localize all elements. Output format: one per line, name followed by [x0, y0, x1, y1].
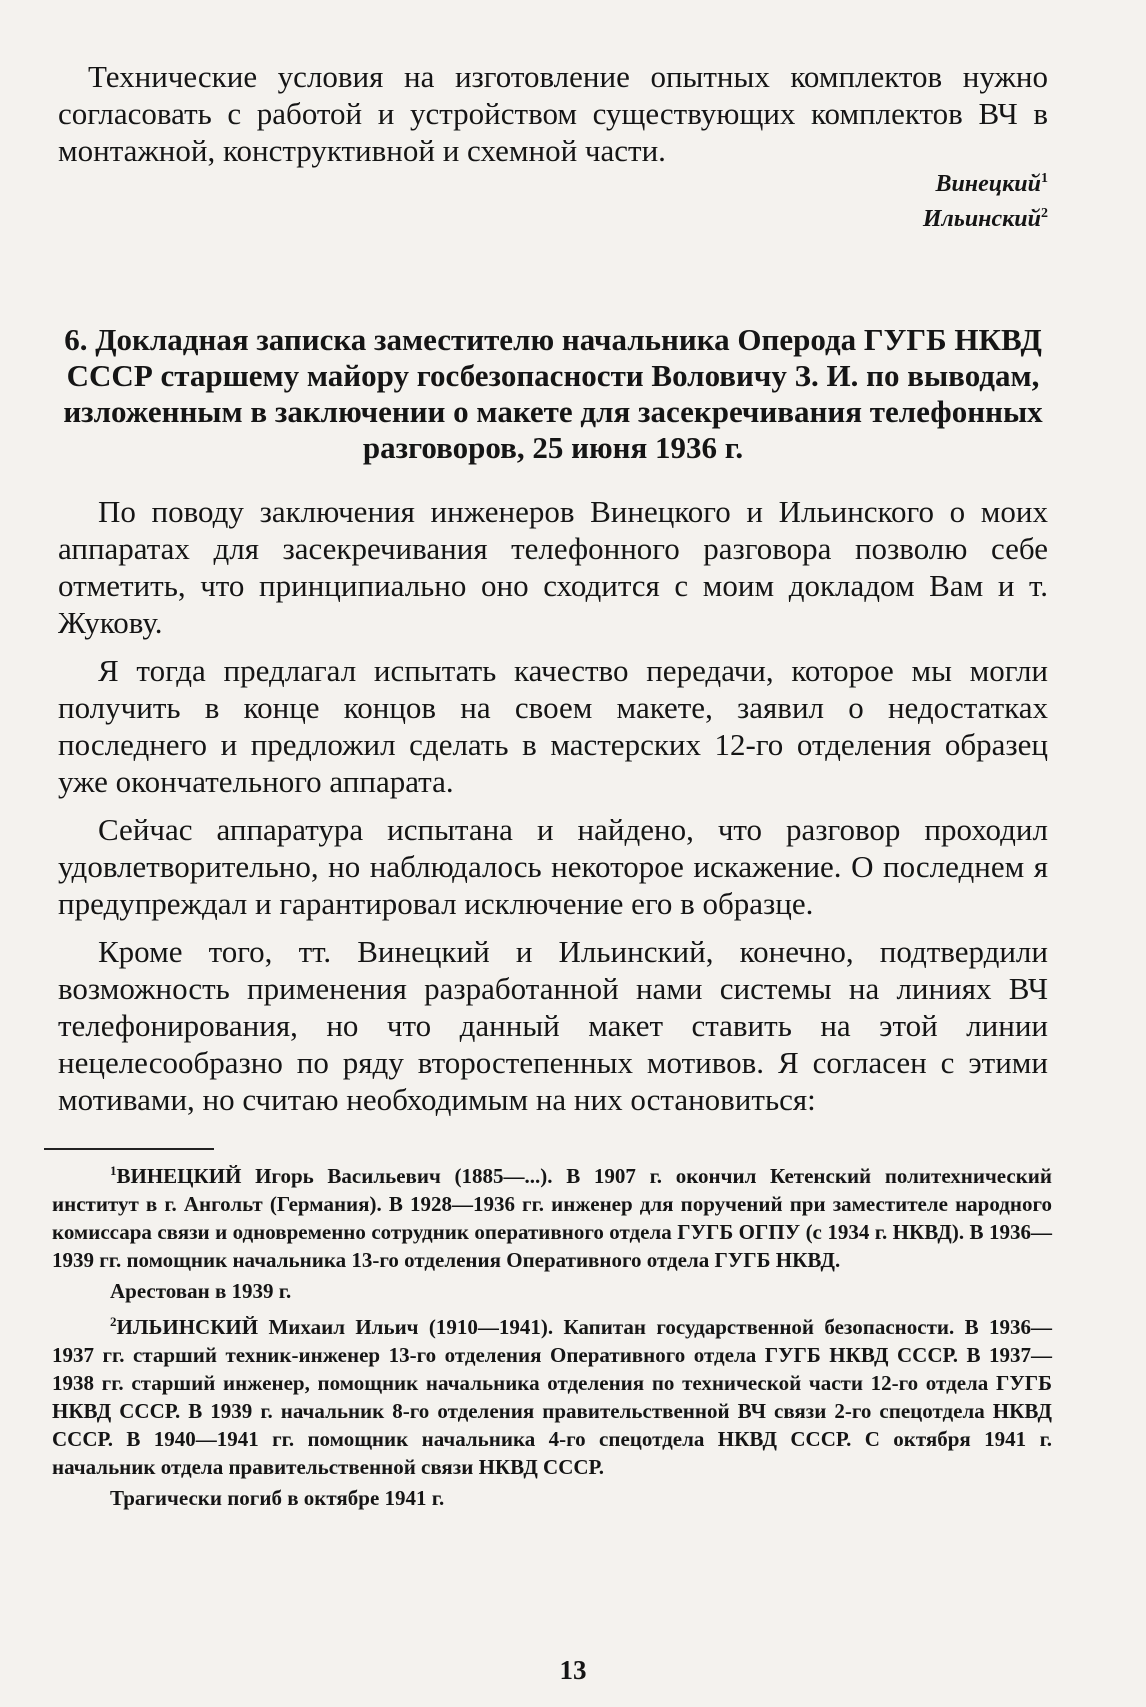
signature-ilyinsky: Ильинский$^2$ [922, 206, 1048, 232]
page-number: 13 [559, 1655, 587, 1685]
footnote-vinetsky: $^1$ВИНЕЦКИЙ Игорь Васильевич (1885—...). В 1907 г. окончил Кетенский политехнический институт в г. Ангольт (Германия). В 1928—1936 гг. инженер для поручений при заместителе народного комиссара связи и одновременно сотрудник оперативного отдела ГУГБ ОГПУ (с 1934 г. НКВД). В 1936—1939 гг. помощник начальника 13-го отделения Оперативного отдела ГУГБ НКВД. [52, 1163, 1052, 1272]
signature-vinetsky: Винецкий$^1$ [935, 171, 1048, 197]
footnote-divider [44, 1148, 214, 1150]
footnote-ilyinsky: $^2$ИЛЬИНСКИЙ Михаил Ильич (1910—1941). Капитан государственной безопасности. В 1936—1937 гг. старший техник-инженер 13-го отделения Оперативного отдела ГУГБ НКВД СССР. В 1937—1938 гг. старший инженер, помощник начальника отделения по технической части 12-го отдела ГУГБ НКВД СССР. В 1939 г. начальник 8-го отделения правительственной ВЧ связи 2-го спецотдела НКВД СССР. В 1940—1941 гг. помощник начальника 4-го спецотдела НКВД СССР. С октября 1941 г. начальник отдела правительственной связи НКВД СССР. [52, 1314, 1052, 1479]
memo-body [58, 493, 1048, 1129]
footnote-vinetsky-arrest: Арестован в 1939 г. [110, 1279, 292, 1303]
signatures-block [58, 164, 1048, 234]
footnote-ilyinsky-death: Трагически погиб в октябре 1941 г. [110, 1486, 445, 1510]
body-paragraph: Я тогда предлагал испытать качество передачи, которое мы могли получить в конце концов на своем макете, заявил о недостатках последнего и предложил сделать в мастерских 12-го отделения образец уже окончательного аппарата. [58, 653, 1048, 799]
body-paragraph: Кроме того, тт. Винецкий и Ильинский, конечно, подтвердили возможность применения разработанной нами системы на линиях ВЧ телефонирования, но что данный макет ставить на этой линии нецелесообразно по ряду второстепенных мотивов. Я согласен с этими мотивами, но считаю необходимым на них остановиться: [58, 934, 1048, 1117]
body-paragraph: Сейчас аппаратура испытана и найдено, что разговор проходил удовлетворительно, но наблюдалось некоторое искажение. О последнем я предупреждал и гарантировал исключение его в образце. [58, 812, 1048, 921]
footnotes [52, 1157, 1052, 1515]
intro-paragraph: Технические условия на изготовление опытных комплектов нужно согласовать с работой и устройством существующих комплектов ВЧ в монтажной, конструктивной и схемной части. [58, 59, 1048, 168]
body-paragraph: По поводу заключения инженеров Винецкого и Ильинского о моих аппаратах для засекречивания телефонного разговора позволю себе отметить, что принципиально оно сходится с моим докладом Вам и т. Жукову. [58, 494, 1048, 640]
document-heading: 6. Докладная записка заместителю начальника Оперода ГУГБ НКВД СССР старшему майору госбезопасности Воловичу З. И. по выводам, изложенным в заключении о макете для засекречивания телефонных разговоров, 25 июня 1936 г. [63, 322, 1043, 465]
